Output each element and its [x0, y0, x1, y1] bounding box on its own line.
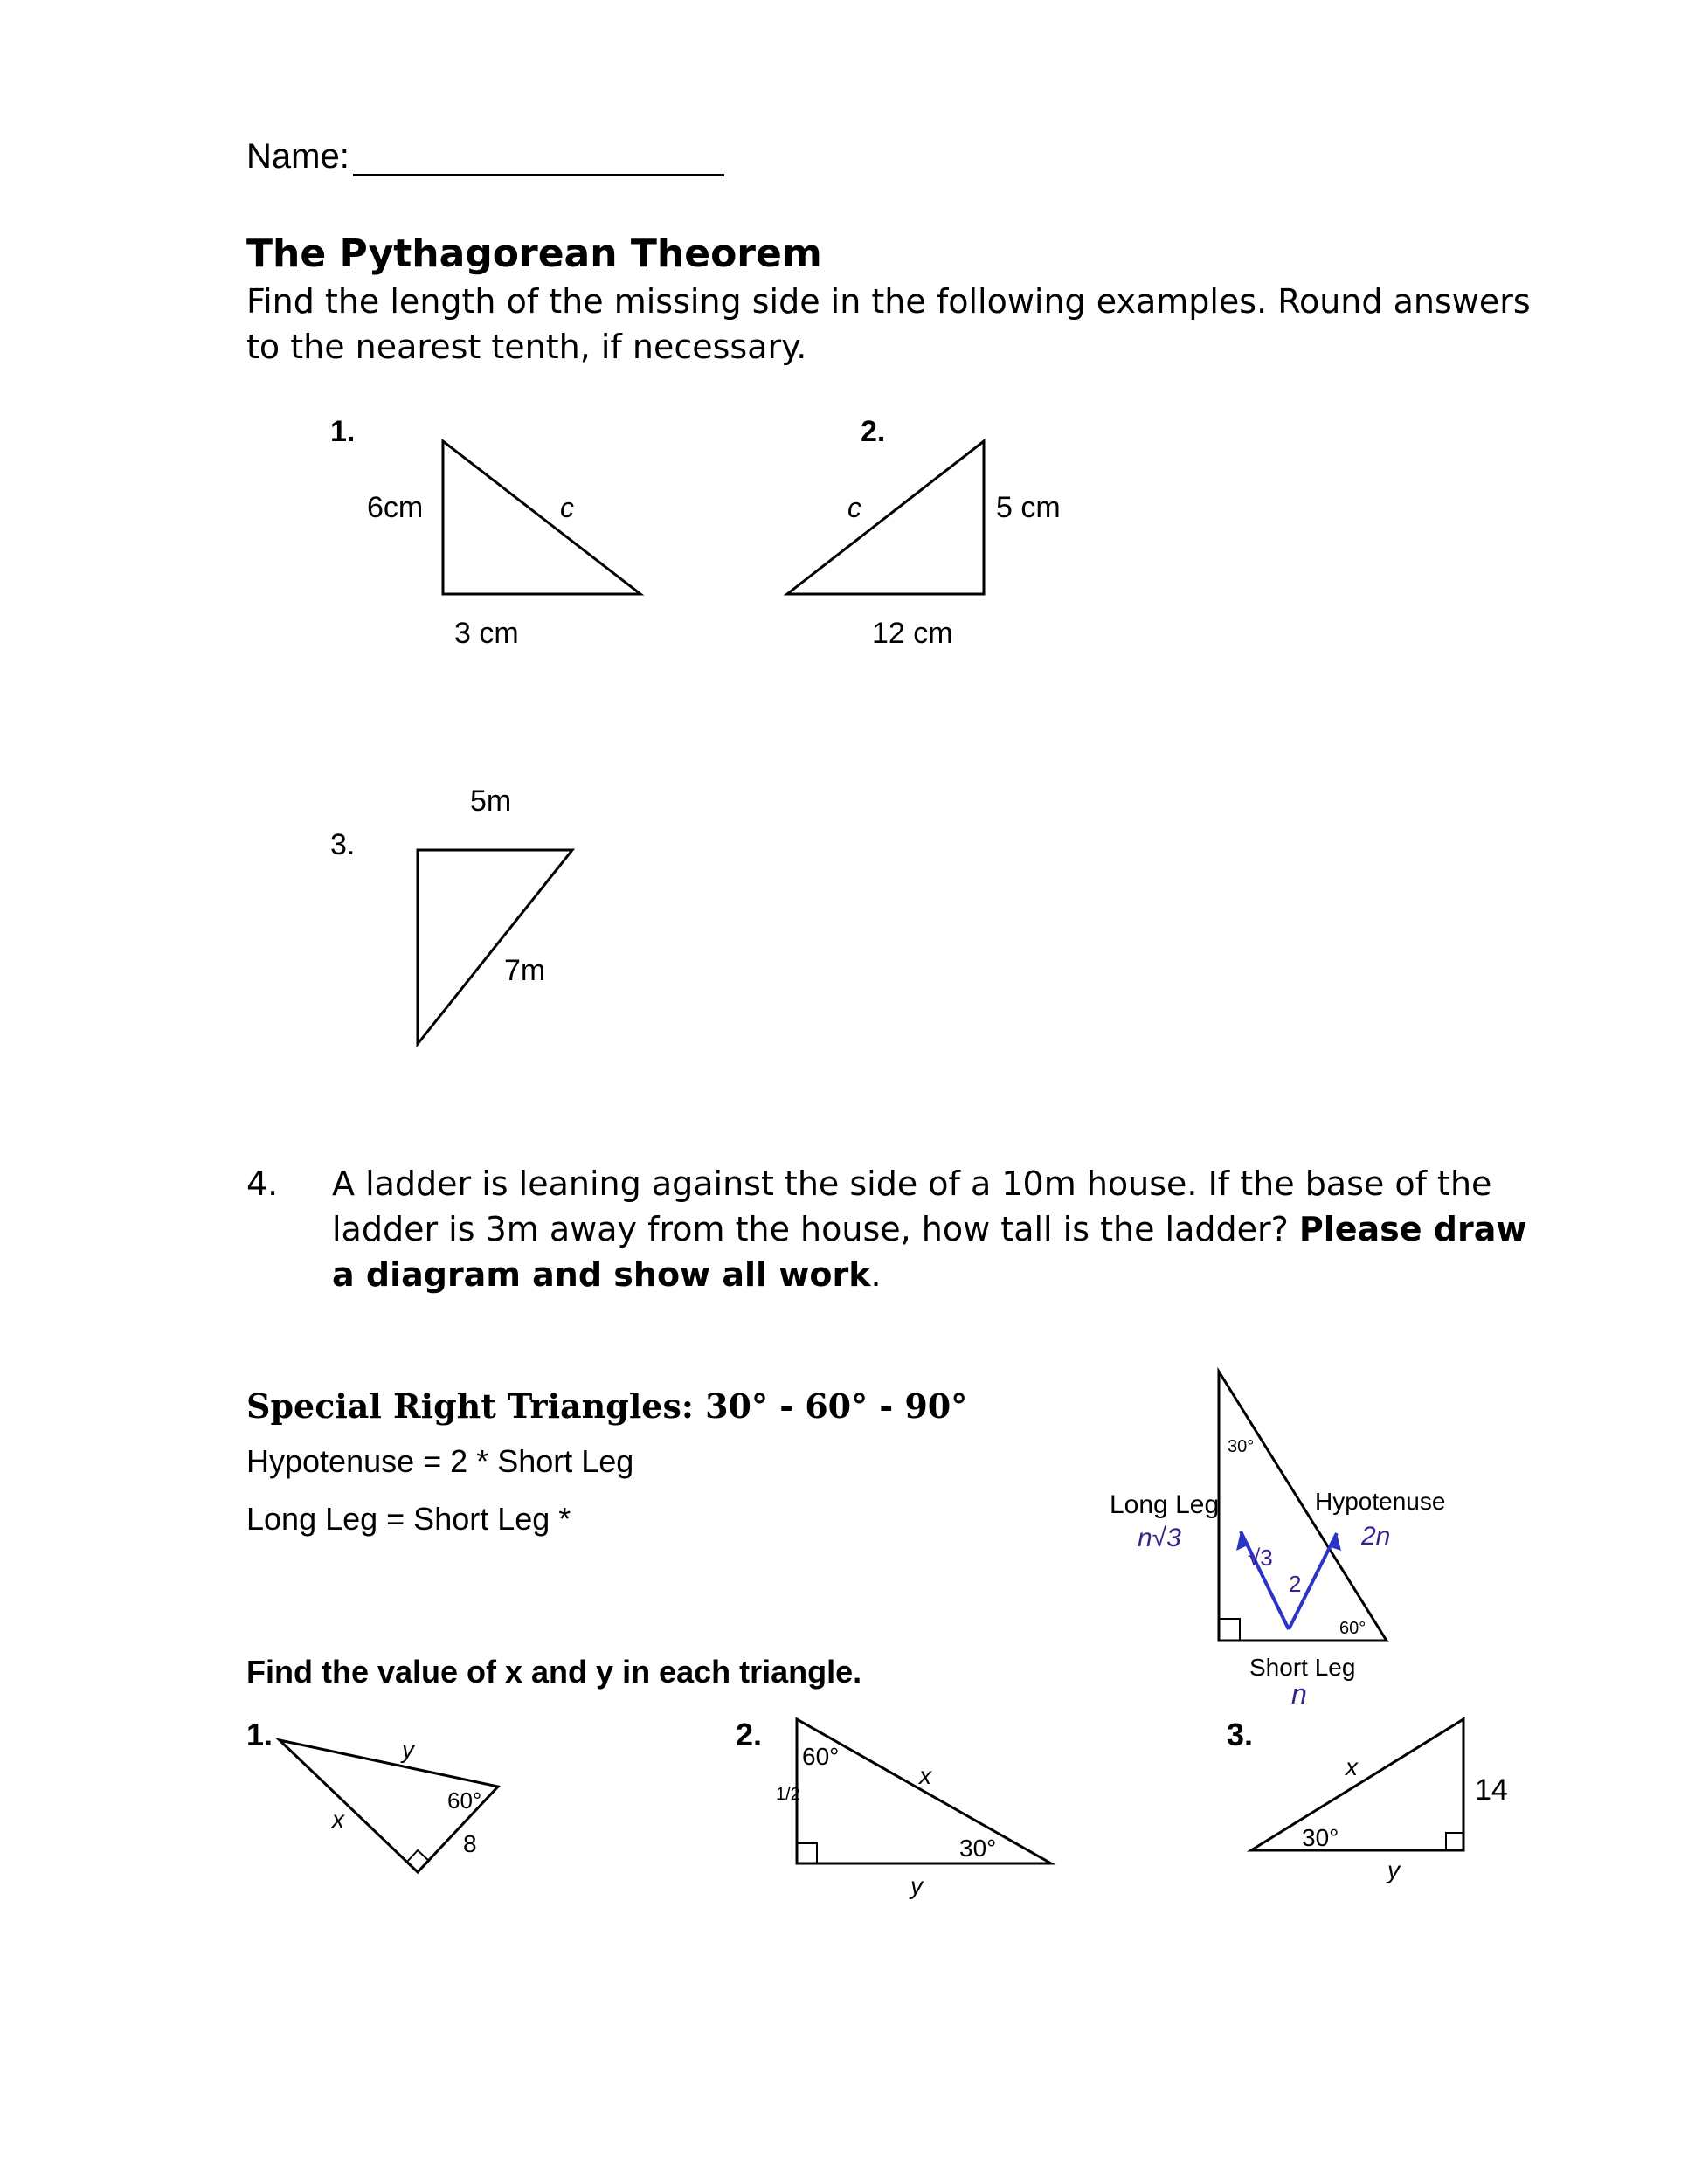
special-1-hyp: y [402, 1736, 414, 1763]
word-problem-number: 4. [246, 1165, 279, 1203]
ratio-long: √3 [1248, 1545, 1273, 1571]
problem-2-number: 2. [861, 415, 886, 448]
problem-1-number: 1. [330, 415, 356, 448]
special-2-hyp: x [919, 1762, 931, 1789]
problem-2-figure [787, 415, 1061, 650]
special-1-angle: 60° [447, 1787, 482, 1814]
problem-1-hypotenuse: c [560, 492, 574, 523]
formula-hypotenuse: Hypotenuse = 2 * Short Leg [246, 1443, 634, 1479]
word-problem-line-3 [332, 1255, 882, 1294]
problem-2-horizontal-leg: 12 cm [872, 617, 953, 650]
problem-3-top-leg: 5m [470, 784, 512, 818]
short-leg-label: Short Leg [1249, 1654, 1356, 1681]
special-right-triangles-title: Special Right Triangles: 30° - 60° - 90° [246, 1386, 968, 1426]
special-problem-3-figure [1227, 1717, 1508, 1883]
reference-triangle-figure [1110, 1372, 1445, 1710]
word-problem-line-2-bold: Please draw [1298, 1210, 1527, 1248]
problem-3-number: 3. [330, 828, 356, 861]
short-leg-value: n [1291, 1678, 1307, 1710]
word-problem-line-3-bold: a diagram and show all work [332, 1255, 871, 1294]
special-3-leg: 14 [1475, 1773, 1508, 1807]
ratio-hyp: 2 [1289, 1571, 1302, 1597]
word-problem-line-3-end: . [870, 1255, 882, 1294]
long-leg-value: n√3 [1138, 1524, 1181, 1552]
special-problem-1-number: 1. [246, 1717, 273, 1752]
find-xy-instruction: Find the value of x and y in each triangle. [246, 1654, 862, 1690]
special-2-leg: 1/2 [776, 1785, 800, 1804]
special-3-angle: 30° [1302, 1824, 1339, 1851]
special-3-base: y [1387, 1856, 1400, 1883]
hypotenuse-label: Hypotenuse [1315, 1488, 1446, 1515]
instructions-line-2: to the nearest tenth, if necessary. [246, 328, 807, 366]
special-2-angle-top: 60° [802, 1743, 840, 1770]
triangle-3 [418, 850, 572, 1044]
word-problem-line-2-plain: ladder is 3m away from the house, how tall is the ladder? [332, 1210, 1299, 1248]
instructions-line-1: Find the length of the missing side in the following examples. Round answers [246, 282, 1531, 321]
problem-3-hypotenuse: 7m [504, 954, 546, 987]
reference-angle-30: 30° [1228, 1437, 1255, 1456]
name-label: Name: [246, 137, 349, 176]
right-angle-mark-1 [407, 1850, 429, 1872]
word-problem-line-2 [332, 1210, 1527, 1248]
hypotenuse-value: 2n [1361, 1522, 1391, 1551]
special-1-leg-a: x [332, 1806, 344, 1833]
problem-1-vertical-leg: 6cm [367, 491, 424, 524]
special-3-hyp: x [1346, 1753, 1358, 1780]
special-triangle-2 [797, 1719, 1051, 1863]
special-problem-1-figure [246, 1717, 498, 1872]
word-problem-line-1: A ladder is leaning against the side of a 10m house. If the base of the [332, 1165, 1492, 1203]
special-2-angle-bottom: 30° [959, 1835, 997, 1862]
right-angle-mark [1219, 1619, 1240, 1641]
special-problem-2-number: 2. [736, 1717, 763, 1752]
special-1-leg-b: 8 [463, 1830, 477, 1857]
problem-2-vertical-leg: 5 cm [996, 491, 1061, 524]
triangle-1 [443, 441, 640, 594]
problem-2-hypotenuse: c [847, 492, 861, 523]
formula-long-leg: Long Leg = Short Leg * [246, 1501, 571, 1537]
special-problem-3-number: 3. [1227, 1717, 1254, 1752]
problem-3-figure [330, 784, 572, 1044]
triangle-2 [787, 441, 984, 594]
reference-angle-60: 60° [1339, 1619, 1366, 1638]
long-leg-label: Long Leg [1110, 1490, 1220, 1519]
special-triangle-3 [1251, 1719, 1463, 1850]
special-problem-2-figure [736, 1717, 1051, 1899]
problem-1-horizontal-leg: 3 cm [454, 617, 519, 650]
special-2-base: y [910, 1872, 923, 1899]
right-angle-mark-3 [1446, 1833, 1463, 1850]
right-angle-mark-2 [797, 1843, 817, 1863]
pythagorean-title: The Pythagorean Theorem [246, 232, 822, 276]
problem-1-figure [330, 415, 640, 650]
